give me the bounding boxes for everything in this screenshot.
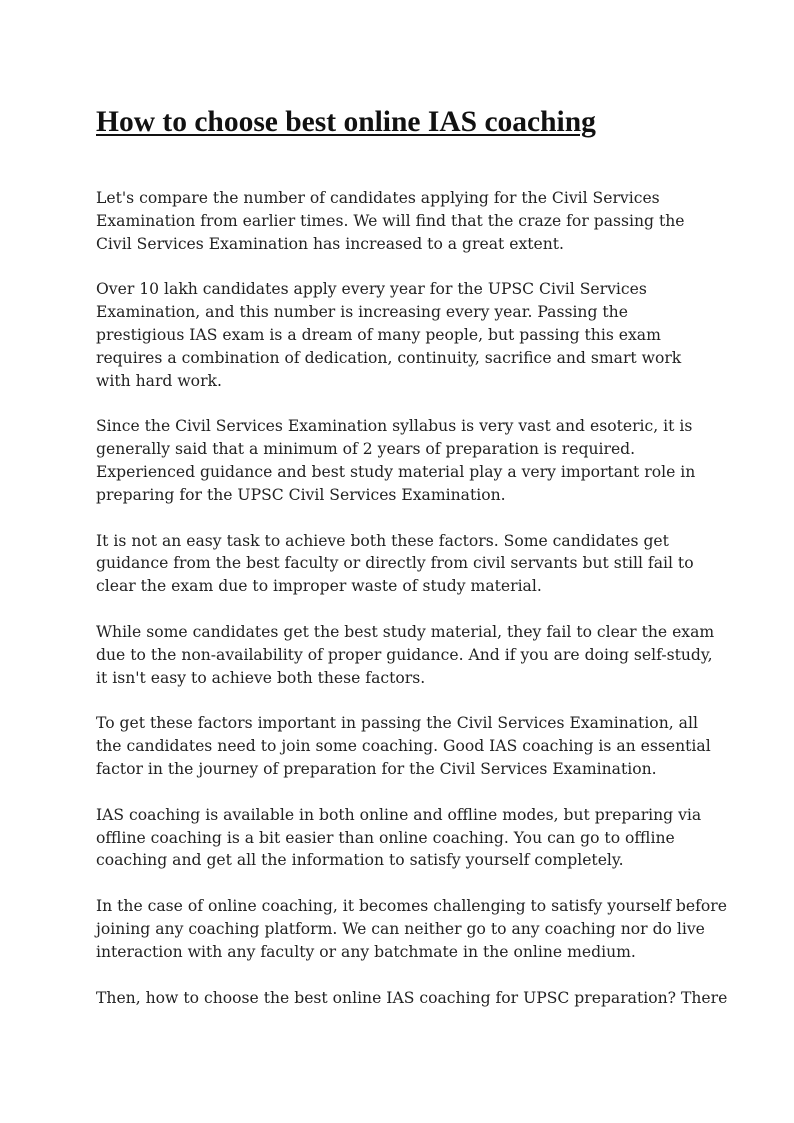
paragraph — [96, 895, 727, 963]
paragraph — [96, 530, 706, 598]
paragraph-line: it isn't easy to achieve both these factors. — [96, 668, 426, 687]
page-title: How to choose best online IAS coaching — [96, 106, 596, 138]
paragraph — [96, 712, 711, 780]
paragraph-line: interaction with any faculty or any batchmate in the online medium. — [96, 942, 636, 961]
paragraph — [96, 415, 706, 506]
paragraph-line: the candidates need to join some coaching. Good IAS coaching is an essential — [96, 737, 711, 756]
paragraph — [96, 278, 706, 392]
paragraph-line: generally said that a minimum of 2 years of preparation is required. — [96, 440, 636, 459]
paragraph-line: coaching and get all the information to satisfy yourself completely. — [96, 851, 624, 870]
paragraph-line: While some candidates get the best study material, they fail to clear the exam — [96, 622, 715, 641]
paragraph-line: clear the exam due to improper waste of study material. — [96, 577, 542, 596]
paragraph-line: To get these factors important in passing the Civil Services Examination, all — [96, 714, 698, 733]
paragraph — [96, 187, 706, 255]
paragraph-line: guidance from the best faculty or directly from civil servants but still fail to — [96, 554, 694, 573]
paragraph-line: It is not an easy task to achieve both these factors. Some candidates get — [96, 531, 669, 550]
document-body — [96, 187, 728, 1032]
paragraph-line: Examination from earlier times. We will find that the craze for passing the — [96, 211, 685, 230]
paragraph-line: In the case of online coaching, it becomes challenging to satisfy yourself before — [96, 897, 727, 916]
paragraph-line: joining any coaching platform. We can neither go to any coaching nor do live — [96, 919, 705, 938]
paragraph-line: Examination, and this number is increasing every year. Passing the — [96, 303, 628, 322]
paragraph-line: preparing for the UPSC Civil Services Examination. — [96, 485, 506, 504]
paragraph-line: Over 10 lakh candidates apply every year for the UPSC Civil Services — [96, 280, 647, 299]
paragraph — [96, 987, 728, 1010]
paragraph-line: Experienced guidance and best study material play a very important role in — [96, 462, 696, 481]
paragraph — [96, 804, 706, 872]
paragraph-line: requires a combination of dedication, continuity, sacrifice and smart work — [96, 348, 682, 367]
paragraph-line: IAS coaching is available in both online and offline modes, but preparing via — [96, 805, 702, 824]
paragraph-line: Since the Civil Services Examination syllabus is very vast and esoteric, it is — [96, 417, 693, 436]
paragraph-line: Then, how to choose the best online IAS coaching for UPSC preparation? There — [96, 988, 728, 1007]
paragraph-line: factor in the journey of preparation for the Civil Services Examination. — [96, 759, 657, 778]
paragraph-line: due to the non-availability of proper guidance. And if you are doing self-study, — [96, 645, 713, 664]
paragraph-line: Let's compare the number of candidates applying for the Civil Services — [96, 189, 660, 207]
paragraph — [96, 621, 715, 689]
paragraph-line: with hard work. — [96, 371, 222, 390]
paragraph-line: prestigious IAS exam is a dream of many people, but passing this exam — [96, 325, 661, 344]
paragraph-line: offline coaching is a bit easier than online coaching. You can go to offline — [96, 828, 675, 847]
paragraph-line: Civil Services Examination has increased to a great extent. — [96, 234, 565, 253]
